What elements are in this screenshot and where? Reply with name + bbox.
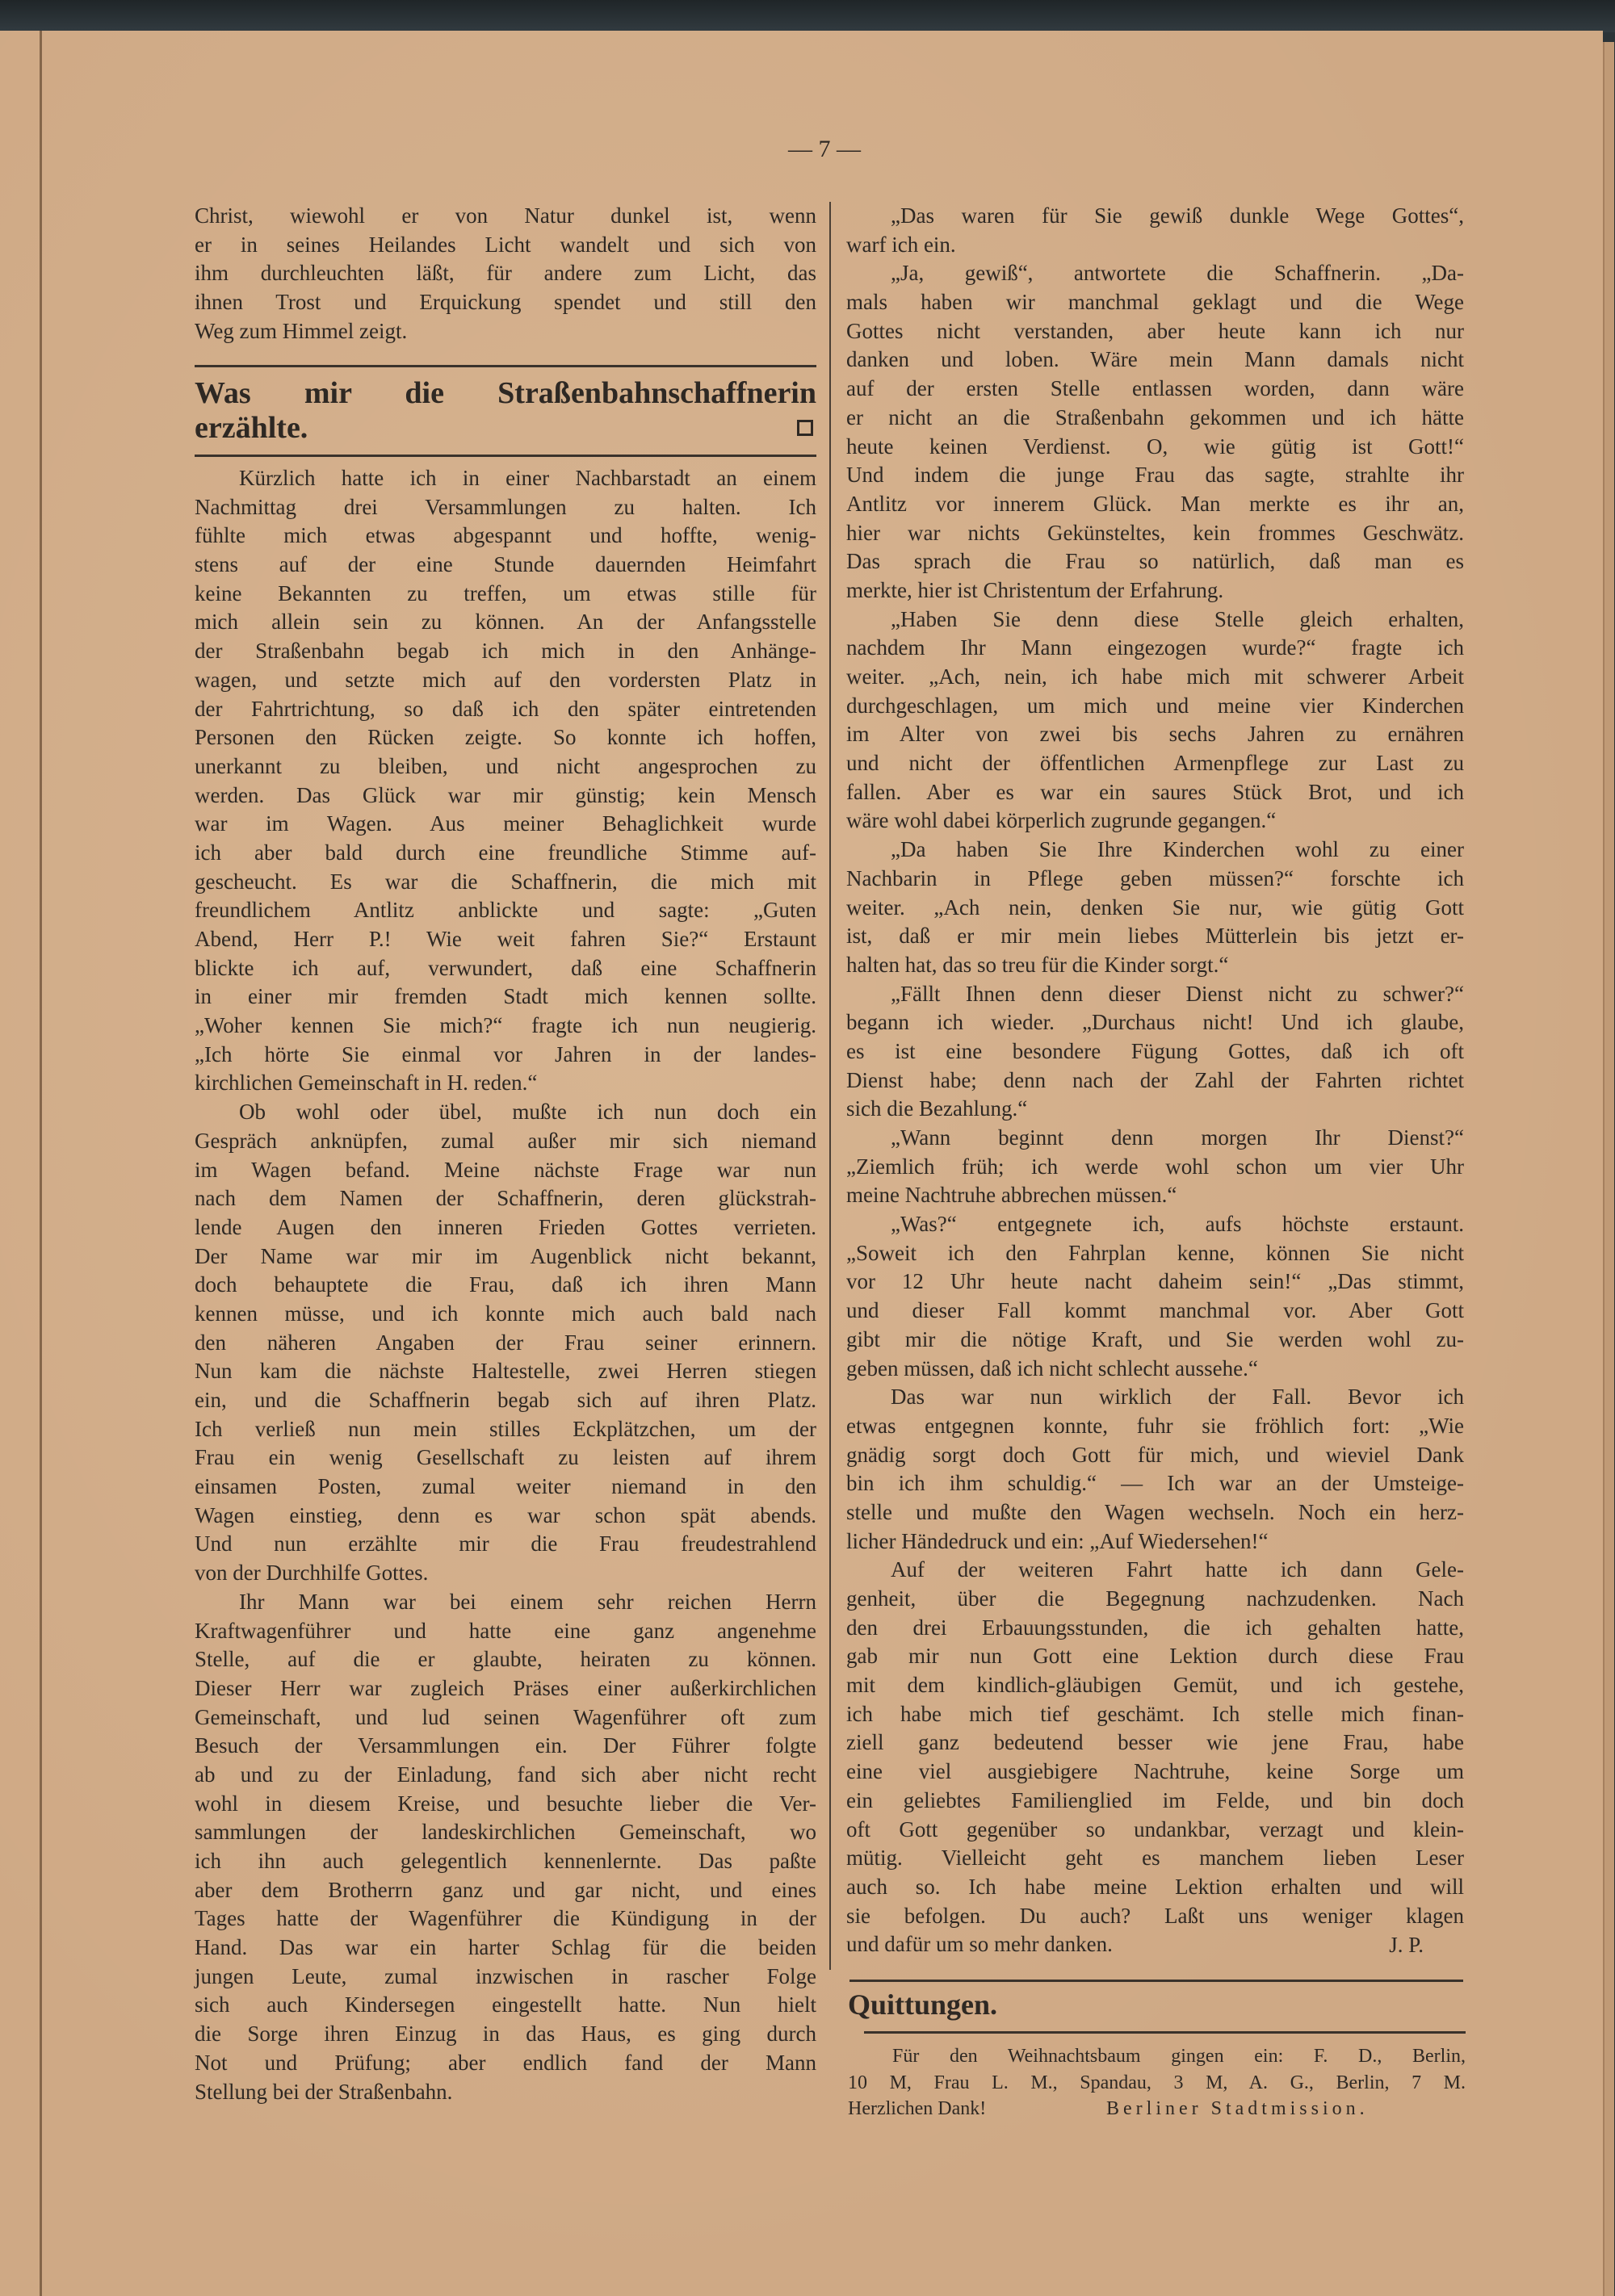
text-line: gescheucht. Es war die Schaffnerin, die mich mit <box>195 869 816 894</box>
text-line: „Soweit ich den Fahrplan kenne, können Sie nicht <box>846 1240 1464 1265</box>
text-line: Kraftwagenführer und hatte eine ganz angenehme <box>195 1618 816 1643</box>
text-line: und nicht der öffentlichen Armenpflege zur Last zu <box>846 751 1464 776</box>
text-line: es ist eine besondere Fügung Gottes, daß ich oft <box>846 1038 1464 1063</box>
left-column-body <box>195 464 816 2106</box>
text-line: „Haben Sie denn diese Stelle gleich erhalten, <box>891 606 1464 631</box>
text-line: mals haben wir manchmal geklagt und die Wege <box>846 290 1464 315</box>
text-line: mit dem kindlich-gläubigen Gemüt, und ich gestehe, <box>846 1673 1464 1698</box>
text-line: Gottes nicht verstanden, aber heute kann ich nur <box>846 318 1464 343</box>
text-line: unerkannt zu bleiben, und nicht angesprochen zu <box>195 753 816 778</box>
text-line: gibt mir die nötige Kraft, und Sie werden wohl zu- <box>846 1326 1464 1351</box>
text-line: fühlte mich etwas abgespannt und hoffte, wenig- <box>195 523 816 548</box>
text-line: ihnen Trost und Erquickung spendet und still den <box>195 290 816 315</box>
text-line: Ihr Mann war bei einem sehr reichen Herrn <box>239 1589 816 1614</box>
text-line: ziell ganz bedeutend besser wie jene Frau, habe <box>846 1730 1464 1755</box>
text-line: Tages hatte der Wagenführer die Kündigung in der <box>195 1906 816 1931</box>
text-line: Hand. Das war ein harter Schlag für die beiden <box>195 1935 816 1960</box>
text-line: sich die Bezahlung.“ <box>846 1096 1028 1121</box>
text-line: und dafür um so mehr danken. <box>846 1932 1113 1957</box>
text-line: Und indem die junge Frau das sagte, strahlte ihr <box>846 463 1464 488</box>
text-line: ist, daß er mir mein liebes Mütterlein bis jetzt er- <box>846 924 1464 949</box>
text-line: „Ziemlich früh; ich werde wohl schon um vier Uhr <box>846 1154 1464 1179</box>
text-line: gnädig sorgt doch Gott für mich, und wieviel Dank <box>846 1442 1464 1467</box>
text-line: lende Augen den inneren Frieden Gottes verrieten. <box>195 1214 816 1239</box>
page-edge <box>1603 42 1614 2296</box>
text-line: licher Händedruck und ein: „Auf Wiedersehen!“ <box>846 1528 1269 1553</box>
text-line: halten hat, das so treu für die Kinder sorgt.“ <box>846 952 1229 977</box>
text-line: kennen müsse, und ich konnte mich auch bald nach <box>195 1301 816 1326</box>
text-line: Ob wohl oder übel, mußte ich nun doch ein <box>239 1100 816 1125</box>
text-line: sammlungen der landeskirchlichen Gemeinschaft, wo <box>195 1820 816 1845</box>
page-number: — 7 — <box>788 136 861 162</box>
text-line: Weg zum Himmel zeigt. <box>195 318 408 343</box>
text-line: Dieser Herr war zugleich Präses einer außerkirchlichen <box>195 1675 816 1700</box>
text-line: den näheren Angaben der Frau seiner erinnern. <box>195 1330 816 1355</box>
author-signature: J. P. <box>1389 1933 1424 1957</box>
article-title-line2 <box>195 410 816 446</box>
text-line: „Ja, gewiß“, antwortete die Schaffnerin. „Da- <box>891 261 1464 286</box>
text-line: Personen den Rücken zeigte. So konnte ich hoffen, <box>195 725 816 750</box>
text-line: Auf der weiteren Fahrt hatte ich dann Gele- <box>891 1557 1464 1582</box>
text-line: der Fahrtrichtung, so daß ich den später eintretenden <box>195 696 816 721</box>
text-line: die Sorge ihren Einzug in das Haus, es ging durch <box>195 2022 816 2047</box>
text-line: merkte, hier ist Christentum der Erfahrung. <box>846 577 1224 602</box>
text-line: mich allein sein zu können. An der Anfangsstelle <box>195 610 816 635</box>
text-line: Frau ein wenig Gesellschaft zu leisten auf ihrem <box>195 1445 816 1470</box>
text-line: bin ich ihm schuldig.“ — Ich war an der Umsteige- <box>846 1471 1464 1496</box>
text-line: Nachbarin in Pflege geben müssen?“ forschte ich <box>846 865 1464 890</box>
receipt-line-thanks <box>848 2096 1466 2122</box>
text-line: wohl in diesem Kreise, und besuchte lieber die Ver- <box>195 1791 816 1816</box>
square-ornament-icon <box>797 420 813 436</box>
receipt-line: 10 M, Frau L. M., Spandau, 3 M, A. G., Berlin, 7 M. <box>848 2072 1466 2093</box>
text-line: Dienst habe; denn nach der Zahl der Fahrten richtet <box>846 1067 1464 1092</box>
text-line: einsamen Posten, zumal weiter niemand in den <box>195 1474 816 1499</box>
text-line: Christ, wiewohl er von Natur dunkel ist, wenn <box>195 203 816 228</box>
text-line: durchgeschlagen, um mich und meine vier Kinderchen <box>846 693 1464 718</box>
receipts-text <box>848 2043 1466 2122</box>
text-line: sich auch Kindersegen eingestellt hatte. Nun hielt <box>195 1992 816 2017</box>
right-column-body <box>846 202 1464 1959</box>
text-line: weiter. „Ach nein, denken Sie nur, wie gütig Gott <box>846 895 1464 920</box>
text-line: warf ich ein. <box>846 232 956 257</box>
text-line: Der Name war mir im Augenblick nicht bekannt, <box>195 1243 816 1268</box>
text-line: „Ich hörte Sie einmal vor Jahren in der landes- <box>195 1041 816 1066</box>
text-line: der Straßenbahn begab ich mich in den Anhänge- <box>195 639 816 664</box>
text-line: geben müssen, daß ich nicht schlecht aussehe.“ <box>846 1355 1258 1381</box>
text-line: in einer mir fremden Stadt mich kennen sollte. <box>195 984 816 1009</box>
article-title-line2-text: erzählte. <box>195 411 308 445</box>
text-line: „Fällt Ihnen denn dieser Dienst nicht zu schwer?“ <box>891 981 1464 1006</box>
book-cover-edge <box>0 0 1615 32</box>
text-line: Das sprach die Frau so natürlich, daß man es <box>846 549 1464 574</box>
text-line: von der Durchhilfe Gottes. <box>195 1561 429 1586</box>
text-line: und dieser Fall kommt manchmal vor. Aber Gott <box>846 1298 1464 1323</box>
text-line: weiter. „Ach, nein, ich habe mich mit schwerer Arbeit <box>846 664 1464 689</box>
text-line: den drei Erbauungsstunden, die ich gehalten hatte, <box>846 1615 1464 1640</box>
text-line: Gemeinschaft, und lud seinen Wagenführer oft zum <box>195 1704 816 1729</box>
text-line: Antlitz vor innerem Glück. Man merkte es ihr an, <box>846 491 1464 516</box>
heading-rule-top <box>195 365 816 367</box>
text-line: war im Wagen. Aus meiner Behaglichkeit wurde <box>195 811 816 836</box>
text-line: Stellung bei der Straßenbahn. <box>195 2079 453 2104</box>
text-line: ihm durchleuchten läßt, für andere zum Licht, das <box>195 261 816 286</box>
text-line: begann ich wieder. „Durchaus nicht! Und ich glaube, <box>846 1010 1464 1035</box>
text-line: „Wann beginnt denn morgen Ihr Dienst?“ <box>891 1125 1464 1150</box>
text-line: auch so. Ich habe meine Lektion erhalten und will <box>846 1874 1464 1899</box>
text-line: Und nun erzählte mir die Frau freudestrahlend <box>195 1531 816 1557</box>
receipt-sender: Berliner Stadtmission. <box>1106 2098 1369 2119</box>
text-line: sie befolgen. Du auch? Laßt uns weniger klagen <box>846 1903 1464 1928</box>
text-line: eine viel ausgiebigere Nachtruhe, keine Sorge um <box>846 1759 1464 1784</box>
receipt-thanks: Herzlichen Dank! <box>848 2098 987 2119</box>
text-line: im Alter von zwei bis sechs Jahren zu ernähren <box>846 722 1464 747</box>
text-line: fallen. Aber es war ein saures Stück Brot, und ich <box>846 779 1464 804</box>
text-line: keine Bekannten zu treffen, um etwas stille für <box>195 580 816 605</box>
text-line: doch behauptete die Frau, daß ich ihren Mann <box>195 1272 816 1297</box>
text-line: „Da haben Sie Ihre Kinderchen wohl zu einer <box>891 837 1464 862</box>
text-line: auf der ersten Stelle entlassen worden, dann wäre <box>846 376 1464 401</box>
text-line: ich habe mich tief geschämt. Ich stelle mich finan- <box>846 1701 1464 1726</box>
text-line: Not und Prüfung; aber endlich fand der Mann <box>195 2050 816 2075</box>
text-line: danken und loben. Wäre mein Mann damals nicht <box>846 347 1464 372</box>
text-line: ich aber bald durch eine freundliche Stimme auf- <box>195 840 816 865</box>
text-line: genheit, über die Begegnung nachzudenken. Nach <box>846 1586 1464 1611</box>
text-line: aber dem Brotherrn ganz und gar nicht, und eines <box>195 1877 816 1902</box>
text-line: wagen, und setzte mich auf den vordersten Platz in <box>195 667 816 692</box>
receipts-rule-bottom <box>864 2031 1466 2034</box>
text-line: ich ihn auch gelegentlich kennenlernte. Das paßte <box>195 1849 816 1873</box>
text-line: ein, und die Schaffnerin begab sich auf ihren Platz. <box>195 1388 816 1412</box>
text-line: Stelle, auf die er glaubte, heiraten zu können. <box>195 1647 816 1672</box>
text-line: kirchlichen Gemeinschaft in H. reden.“ <box>195 1070 538 1096</box>
text-line: oft Gott gegenüber so undankbar, verzagt und klein- <box>846 1816 1464 1841</box>
text-line: Nachmittag drei Versammlungen zu halten. Ich <box>195 494 816 519</box>
text-line: nach dem Namen der Schaffnerin, deren glückstrah- <box>195 1186 816 1211</box>
text-line: Gespräch anknüpfen, zumal außer mir sich niemand <box>195 1128 816 1153</box>
text-line: blickte ich auf, verwundert, daß eine Schaffnerin <box>195 955 816 980</box>
binding-fold <box>40 31 42 2296</box>
text-line: meine Nachtruhe abbrechen müssen.“ <box>846 1183 1177 1208</box>
text-line: werden. Das Glück war mir günstig; kein Mensch <box>195 782 816 807</box>
text-line: ab und zu der Einladung, fand sich aber nicht recht <box>195 1762 816 1787</box>
text-line: Abend, Herr P.! Wie weit fahren Sie?“ Erstaunt <box>195 927 816 951</box>
heading-rule-bottom <box>195 455 816 457</box>
text-line: Kürzlich hatte ich in einer Nachbarstadt an einem <box>239 466 816 490</box>
text-line: vor 12 Uhr heute nacht daheim sein!“ „Das stimmt, <box>846 1269 1464 1294</box>
text-line: Das war nun wirklich der Fall. Bevor ich <box>891 1385 1464 1410</box>
article-title-line1: Was mir die Straßenbahnschaffnerin <box>195 376 816 410</box>
text-line: wäre wohl dabei körperlich zugrunde gegangen.“ <box>846 808 1277 833</box>
receipts-rule-top <box>849 1980 1463 1982</box>
receipts-title: Quittungen. <box>848 1988 998 2021</box>
text-line: „Woher kennen Sie mich?“ fragte ich nun neugierig. <box>195 1013 816 1038</box>
text-line: gab mir nun Gott eine Lektion durch diese Frau <box>846 1644 1464 1669</box>
text-line: im Wagen befand. Meine nächste Frage war nun <box>195 1157 816 1182</box>
text-line: etwas entgegnen konnte, fuhr sie fröhlich fort: „Wie <box>846 1413 1464 1438</box>
text-line: nachdem Ihr Mann eingezogen wurde?“ fragte ich <box>846 635 1464 660</box>
text-line: „Was?“ entgegnete ich, aufs höchste erstaunt. <box>891 1212 1464 1237</box>
text-line: er nicht an die Straßenbahn gekommen und ich hätte <box>846 404 1464 429</box>
column-divider <box>829 202 831 1970</box>
text-line: Ich verließ nun mein stilles Eckplätzchen, um der <box>195 1416 816 1441</box>
text-line: stens auf der eine Stunde dauernden Heimfahrt <box>195 552 816 577</box>
text-line: heute keinen Verdienst. O, wie gütig ist Gott!“ <box>846 434 1464 459</box>
text-line: „Das waren für Sie gewiß dunkle Wege Gottes“, <box>891 203 1464 228</box>
text-line: Besuch der Versammlungen ein. Der Führer folgte <box>195 1733 816 1758</box>
text-line: mütig. Vielleicht geht es manchem lieben Leser <box>846 1846 1464 1871</box>
text-line: freundlichem Antlitz anblickte und sagte: „Guten <box>195 898 816 923</box>
text-line: jungen Leute, zumal inzwischen in rascher Folge <box>195 1963 816 1988</box>
receipt-line: Für den Weihnachtsbaum gingen ein: F. D., Berlin, <box>892 2046 1466 2067</box>
text-line: Wagen einstieg, denn es war schon spät abends. <box>195 1502 816 1527</box>
text-line: Nun kam die nächste Haltestelle, zwei Herren stiegen <box>195 1359 816 1384</box>
text-line: hier war nichts Gekünsteltes, kein frommes Geschwätz. <box>846 520 1464 545</box>
text-line: stelle und mußte den Wagen wechseln. Noch ein herz- <box>846 1499 1464 1524</box>
text-line: er in seines Heilandes Licht wandelt und sich von <box>195 232 816 257</box>
text-line: ein geliebtes Familienglied im Felde, und bin doch <box>846 1787 1464 1812</box>
left-column-intro <box>195 202 816 346</box>
